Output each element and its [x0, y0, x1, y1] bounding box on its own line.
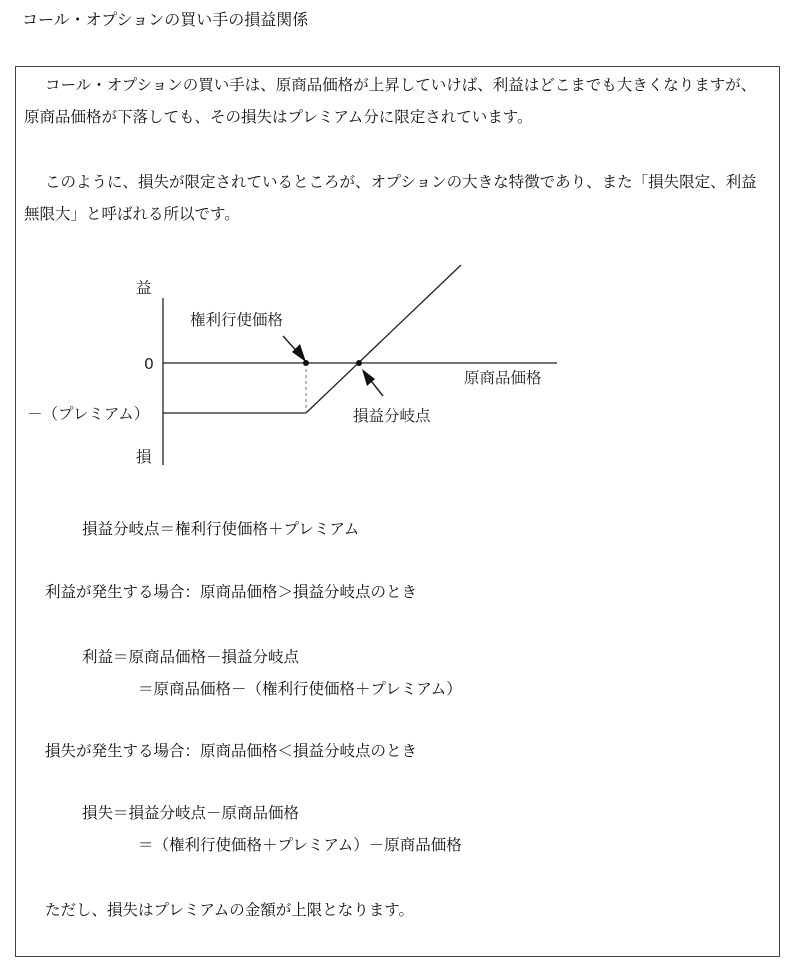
page-title: コール・オプションの買い手の損益関係	[22, 10, 309, 29]
profit-equation-2: ＝原商品価格－（権利行使価格＋プレミアム）	[138, 680, 462, 698]
x-axis-label: 原商品価格	[464, 369, 542, 387]
intro-paragraph-2-line-2: 無限大」と呼ばれる所以です。	[24, 205, 240, 223]
loss-case-heading: 損失が発生する場合：原商品価格＜損益分岐点のとき	[45, 742, 418, 760]
breakeven-label: 損益分岐点	[353, 407, 431, 425]
loss-equation-1: 損失＝損益分岐点－原商品価格	[82, 804, 300, 822]
intro-paragraph-1-line-1: コール・オプションの買い手は、原商品価格が上昇していけば、利益はどこまでも大きくなりますが、	[45, 76, 757, 94]
zero-label: 0	[144, 355, 154, 373]
note-text: ただし、損失はプレミアムの金額が上限となります。	[45, 901, 415, 919]
profit-axis-label: 益	[136, 279, 152, 297]
intro-paragraph-2-line-1: このように、損失が限定されているところが、オプションの大きな特徴であり、また「損失限定、利益	[45, 173, 757, 191]
profit-equation-1: 利益＝原商品価格－損益分岐点	[82, 648, 300, 666]
strike-price-label: 権利行使価格	[190, 311, 284, 329]
strike-point	[303, 360, 309, 366]
intro-paragraph-1-line-2: 原商品価格が下落しても、その損失はプレミアム分に限定されています。	[24, 108, 533, 126]
breakeven-formula: 損益分岐点＝権利行使価格＋プレミアム	[82, 520, 360, 538]
payoff-rising-segment	[306, 265, 461, 413]
loss-equation-2: ＝（権利行使価格＋プレミアム）－原商品価格	[138, 836, 462, 854]
premium-label: －（プレミアム）	[27, 405, 150, 423]
profit-case-heading: 利益が発生する場合：原商品価格＞損益分岐点のとき	[45, 583, 418, 601]
loss-axis-label: 損	[136, 448, 152, 466]
strike-arrowhead	[292, 344, 306, 362]
breakeven-point	[356, 360, 362, 366]
